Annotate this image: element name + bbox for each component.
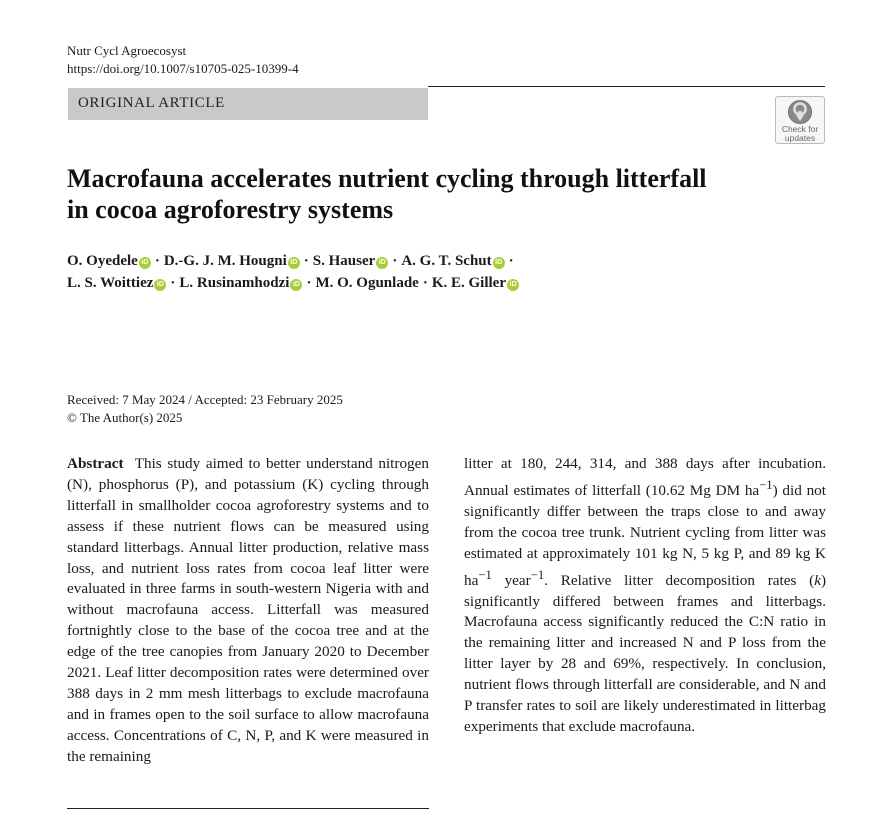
superscript: −1 (759, 477, 773, 492)
publication-dates (67, 391, 343, 427)
author-separator: · (392, 253, 398, 269)
orcid-icon[interactable]: iD (507, 279, 519, 291)
orcid-icon[interactable]: iD (288, 257, 300, 269)
received-accepted-dates: Received: 7 May 2024 / Accepted: 23 February 2025 (67, 392, 343, 407)
header-rule (428, 86, 825, 87)
rate-symbol-k: k (814, 571, 821, 589)
abstract-text: . Relative litter decomposition rates ( (544, 571, 815, 589)
superscript: −1 (530, 567, 545, 582)
author-name: L. S. Woittiez (67, 275, 154, 291)
superscript: −1 (478, 567, 492, 582)
orcid-icon[interactable]: iD (154, 279, 166, 291)
orcid-icon[interactable]: iD (493, 257, 505, 269)
article-type-banner: ORIGINAL ARTICLE (68, 88, 428, 120)
author-list (67, 250, 827, 294)
title-line-1: Macrofauna accelerates nutrient cycling through litterfall (67, 164, 707, 193)
author-name: K. E. Giller (431, 275, 507, 291)
abstract-text-left: This study aimed to better understand nitrogen (N), phosphorus (P), and potassium (K) cycling through litterfall in smallholder cocoa agroforestry systems and to assess if these nutrient flows can be measured using standard litterbags. Annual litter production, relative mass loss, and nutrient loss rates from cocoa leaf litter were evaluated in three farms in south-western Nigeria with and without macrofauna access. Litterfall was measured fortnightly close to the base of the cocoa tree and at the edge of the tree canopies from January 2020 to December 2021. Leaf litter decomposition rates were determined over 388 days in 2 mm mesh litterbags to exclude macrofauna and in frames open to the soil surface to allow macrofauna access. Concentrations of C, N, P, and K were measured in the remaining (67, 455, 429, 765)
doi-link[interactable]: https://doi.org/10.1007/s10705-025-10399-4 (67, 61, 299, 76)
author-name: M. O. Ogunlade (315, 275, 419, 291)
check-for-updates-line1: Check for (781, 124, 819, 134)
author-separator: · (422, 275, 428, 291)
author-separator: · (154, 253, 160, 269)
abstract-column-right (464, 454, 826, 738)
abstract-text: ) did not significantly differ between the traps close to and away from the cocoa tree trunk. Nutrient cycling from litter was estimated at approximately 101 kg N, 5 kg P, and 89 kg K ha (464, 481, 826, 589)
author-separator: · (508, 253, 514, 269)
orcid-icon[interactable]: iD (139, 257, 151, 269)
check-for-updates-badge[interactable] (775, 96, 825, 144)
author-name: D.-G. J. M. Hougni (163, 253, 287, 269)
column-footer-rule (67, 808, 429, 809)
copyright-notice: © The Author(s) 2025 (67, 410, 183, 425)
abstract-column-left (67, 454, 429, 768)
abstract-text: litter at 180, 244, 314, and 388 days after incubation. Annual estimates of litterfall (10.62 Mg DM ha (464, 455, 826, 499)
author-name: L. Rusinamhodzi (179, 275, 290, 291)
title-line-2: in cocoa agroforestry systems (67, 195, 394, 224)
author-name: S. Hauser (312, 253, 376, 269)
crossmark-icon (776, 99, 824, 125)
journal-name: Nutr Cycl Agroecosyst (67, 43, 187, 58)
abstract-text: year (491, 571, 531, 589)
author-name: A. G. T. Schut (401, 253, 492, 269)
author-separator: · (303, 253, 309, 269)
author-separator: · (306, 275, 312, 291)
orcid-icon[interactable]: iD (376, 257, 388, 269)
journal-header (67, 42, 299, 78)
abstract-text: ) significantly differed between frames and litterbags. Macrofauna access significantly reduced the C:N ratio in the remaining litter and increased N and P loss from the litter layer by 28 and 69%, respectively. In conclusion, nutrient flows through litterfall are considerable, and N and P transfer rates to soil are likely underestimated in litterbag experiments that exclude macrofauna. (464, 571, 826, 735)
author-separator: · (170, 275, 176, 291)
article-title (67, 163, 807, 225)
orcid-icon[interactable]: iD (290, 279, 302, 291)
abstract-label: Abstract (67, 455, 124, 472)
check-for-updates-line2: updates (784, 132, 816, 143)
author-name: O. Oyedele (67, 253, 138, 269)
